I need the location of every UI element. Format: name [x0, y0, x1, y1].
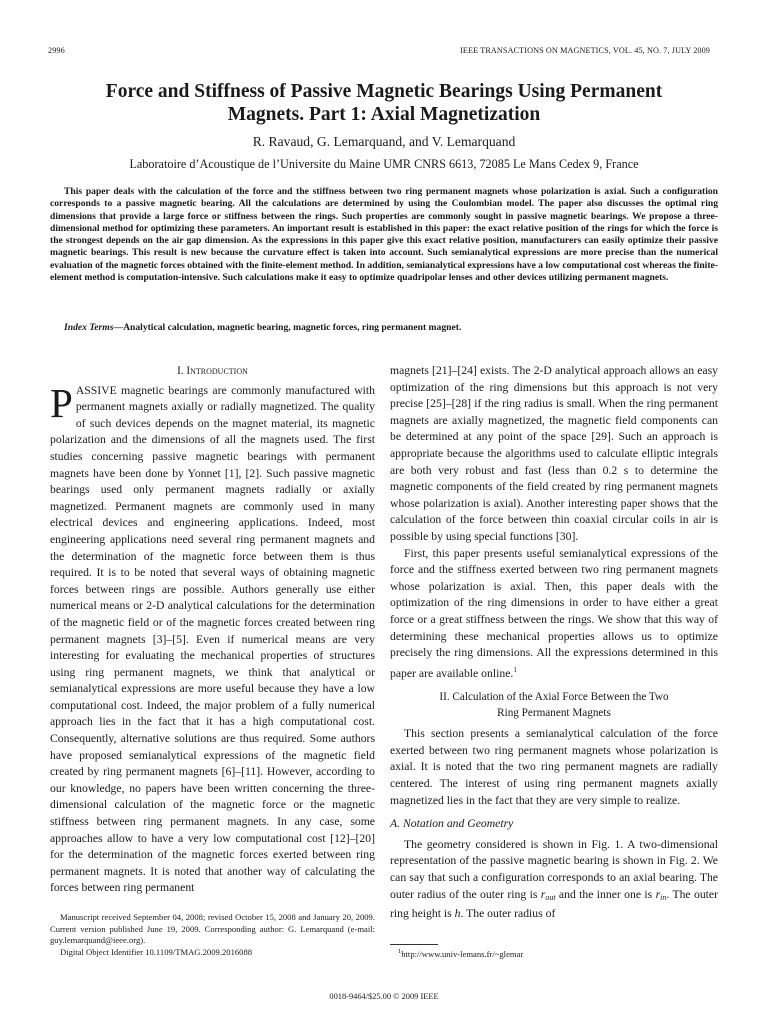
index-terms: [50, 322, 718, 334]
section-1-heading: [50, 363, 375, 380]
r-out-symbol: [541, 888, 556, 901]
manuscript-received: Manuscript received September 04, 2008; revised October 15, 2008 and January 20, 2009. Current version published June 19, 2009. Corresponding author: G. Lemarquand (e-mail: guy.lemarquand@ieee.org).: [50, 912, 375, 946]
r-in-base: r: [655, 887, 661, 901]
title-line-2: Magnets. Part 1: Axial Magnetization: [227, 104, 541, 125]
url-footnote-mark: 1: [398, 948, 402, 955]
intro-paragraph-2: [390, 546, 718, 683]
h-symbol: h: [454, 907, 461, 921]
index-terms-text: —Analytical calculation, magnetic bearing, magnetic forces, ring permanent magnet.: [113, 322, 462, 333]
para2-text-d: . The outer radius of: [460, 907, 556, 921]
r-out-base: r: [540, 887, 546, 901]
footnote-divider: [390, 944, 438, 945]
title-line-1: Force and Stiffness of Passive Magnetic Bearings Using Permanent: [105, 81, 663, 102]
subsection-a-heading: A. Notation and Geometry: [390, 817, 514, 831]
r-out-subscript: out: [545, 892, 556, 902]
page-number: 2996: [48, 46, 65, 55]
drop-cap: P: [50, 379, 73, 426]
section-2-title-line-1: Calculation of the Axial Force Between the Two: [452, 691, 669, 704]
right-column: [390, 363, 718, 923]
para2-text-c: . The outer ring height is: [390, 887, 718, 921]
intro-paragraph-1-text: ASSIVE magnetic bearings are commonly manufactured with permanent magnets axially or radially magnetized. The quality of such devices depends on the magnet material, its magnetic polarization and the dimensions of all the magnets used. The first studies concerning passive magnetic bearings with permanent magnets have been done by Yonnet [1], [2]. Such passive magnetic bearings used only permanent magnets radially or axially magnetized. Permanent magnets are commonly used in many electrical devices and engineering applications. Indeed, most engineering applications need several ring permanent magnets and the determination of the magnetic force between them is thus required. It is to be noted that several ways of obtaining magnetic forces between rings are possible. Authors generally use either numerical means or 2-D analytical calculations for the determination of the magnetic field or of the magnetic forces created between ring permanent magnets [3]–[5]. Even if numerical means are very interesting for evaluating the mechanical properties of structures using ring permanent magnets, we think that analytical or semianalytical expressions are more useful because they have a low computational cost. Indeed, the major problem of a fully numerical approach lies in the fact that it has a high computational cost. Consequently, alternative solutions are thus required. Some authors have proposed semianalytical expressions of the magnetic field created by ring permanent magnets [6]–[11]. However, according to our knowledge, no papers have been written concerning the three-dimensional calculation of the magnetic force or the magnetic stiffness between ring permanent magnets. In any case, some approaches allow to have a very low computational cost [12]–[20] for the determination of the magnetic forces exerted between ring permanent magnets. It is noted that another way of calculating the forces between ring permanent: [50, 383, 375, 895]
index-terms-label: Index Terms: [64, 322, 114, 333]
left-column: [50, 363, 375, 897]
intro-paragraph-1-continued: magnets [21]–[24] exists. The 2-D analytical approach allows an easy optimization of the ring dimensions but this approach is not very precise [25]–[28] if the ring radius is small. When the ring permanent magnets are axially magnetized, the magnetic field components can be determined at any point of the space [29]. Such an approach is appropriate because the algorithms used to calculate elliptic integrals are both very robust and fast (less than 0.2 s to determine the magnetic components of the field created by ring permanent magnets whose polarization is axial). Another interesting paper shows that the calculation of the force between thin coaxial circular coils in air is possible by using special functions [30].: [390, 364, 718, 543]
manuscript-footnote: [50, 912, 375, 958]
section-2-title-line-2: Ring Permanent Magnets: [497, 707, 611, 720]
section-2-numeral: II.: [439, 691, 450, 704]
footnote-mark: 1: [513, 665, 517, 674]
footnote-url[interactable]: http://www.univ-lemans.fr/~glemar: [401, 948, 524, 959]
intro-paragraph-2-text: First, this paper presents useful semianalytical expressions of the force and the stiffness exerted between two ring permanent magnets whose polarization is axial. Then, this paper deals with the optimization of the ring dimensions in order to have either a great force or a great stiffness between the rings. We show that this way of determining these mechanical properties allows us to optimize precisely the ring dimensions. All the expressions determined in this paper are available online.: [390, 546, 718, 680]
section-2-paragraph-2: [390, 837, 718, 923]
para2-text-b: and the inner one is: [555, 887, 656, 901]
para2-text-a: The geometry considered is shown in Fig. 1. A two-dimensional representation of the passive magnetic bearing is shown in Fig. 2. We can say that such a configuration corresponds to an axial bearing. The outer radius of the outer ring is: [390, 837, 718, 901]
url-footnote: [398, 948, 523, 959]
abstract: This paper deals with the calculation of the force and the stiffness between two ring permanent magnets whose polarization is axial. Such a configuration corresponds to a passive magnetic bearing. All the calculations are determined by using the Coulombian model. The paper also discusses the optimal ring dimensions that provide a large force or stiffness between the rings. Such properties are commonly sought in passive magnetic bearings. We propose a three-dimensional method for optimizing these parameters. An important result is established in this paper: the exact relative position of the rings for which the force is the strongest depends on the air gap dimension. As the expressions in this paper give this exact relative position, manufacturers can easily optimize their passive magnetic bearings. This result is new because the curvature effect is taken into account. Such semianalytical expressions are more precise than the numerical evaluation of the magnetic forces obtained with the finite-element method. In addition, semianalytical expressions have a low computational cost whereas the finite-element method is computation-intensive. Such calculations make it easy to optimize quadripolar lenses and other devices utilizing permanent magnets.: [50, 186, 718, 284]
section-1-title: Introduction: [186, 365, 248, 377]
journal-header: IEEE TRANSACTIONS ON MAGNETICS, VOL. 45, NO. 7, JULY 2009: [460, 46, 710, 55]
doi-line: Digital Object Identifier 10.1109/TMAG.2009.2016088: [60, 946, 253, 957]
authors: R. Ravaud, G. Lemarquand, and V. Lemarquand: [252, 134, 516, 149]
section-2-heading: [390, 689, 718, 721]
section-2-paragraph-1: This section presents a semianalytical calculation of the force exerted between two ring permanent magnets whose polarization is axial. It is noted that the two ring permanent magnets are radially centered. The interest of using ring permanent magnets axially magnetized lies in the fact that they are very simple to realize.: [390, 727, 718, 807]
paper-title: [40, 80, 728, 126]
affiliation: Laboratoire d’Acoustique de l’Universite du Maine UMR CNRS 6613, 72085 Le Mans Cedex 9, France: [129, 157, 639, 171]
r-in-symbol: [656, 888, 667, 901]
intro-paragraph-1: [50, 379, 375, 897]
section-1-numeral: I.: [177, 365, 184, 377]
copyright-line: 0018-9464/$25.00 © 2009 IEEE: [329, 992, 439, 1001]
r-in-subscript: in: [660, 892, 667, 902]
